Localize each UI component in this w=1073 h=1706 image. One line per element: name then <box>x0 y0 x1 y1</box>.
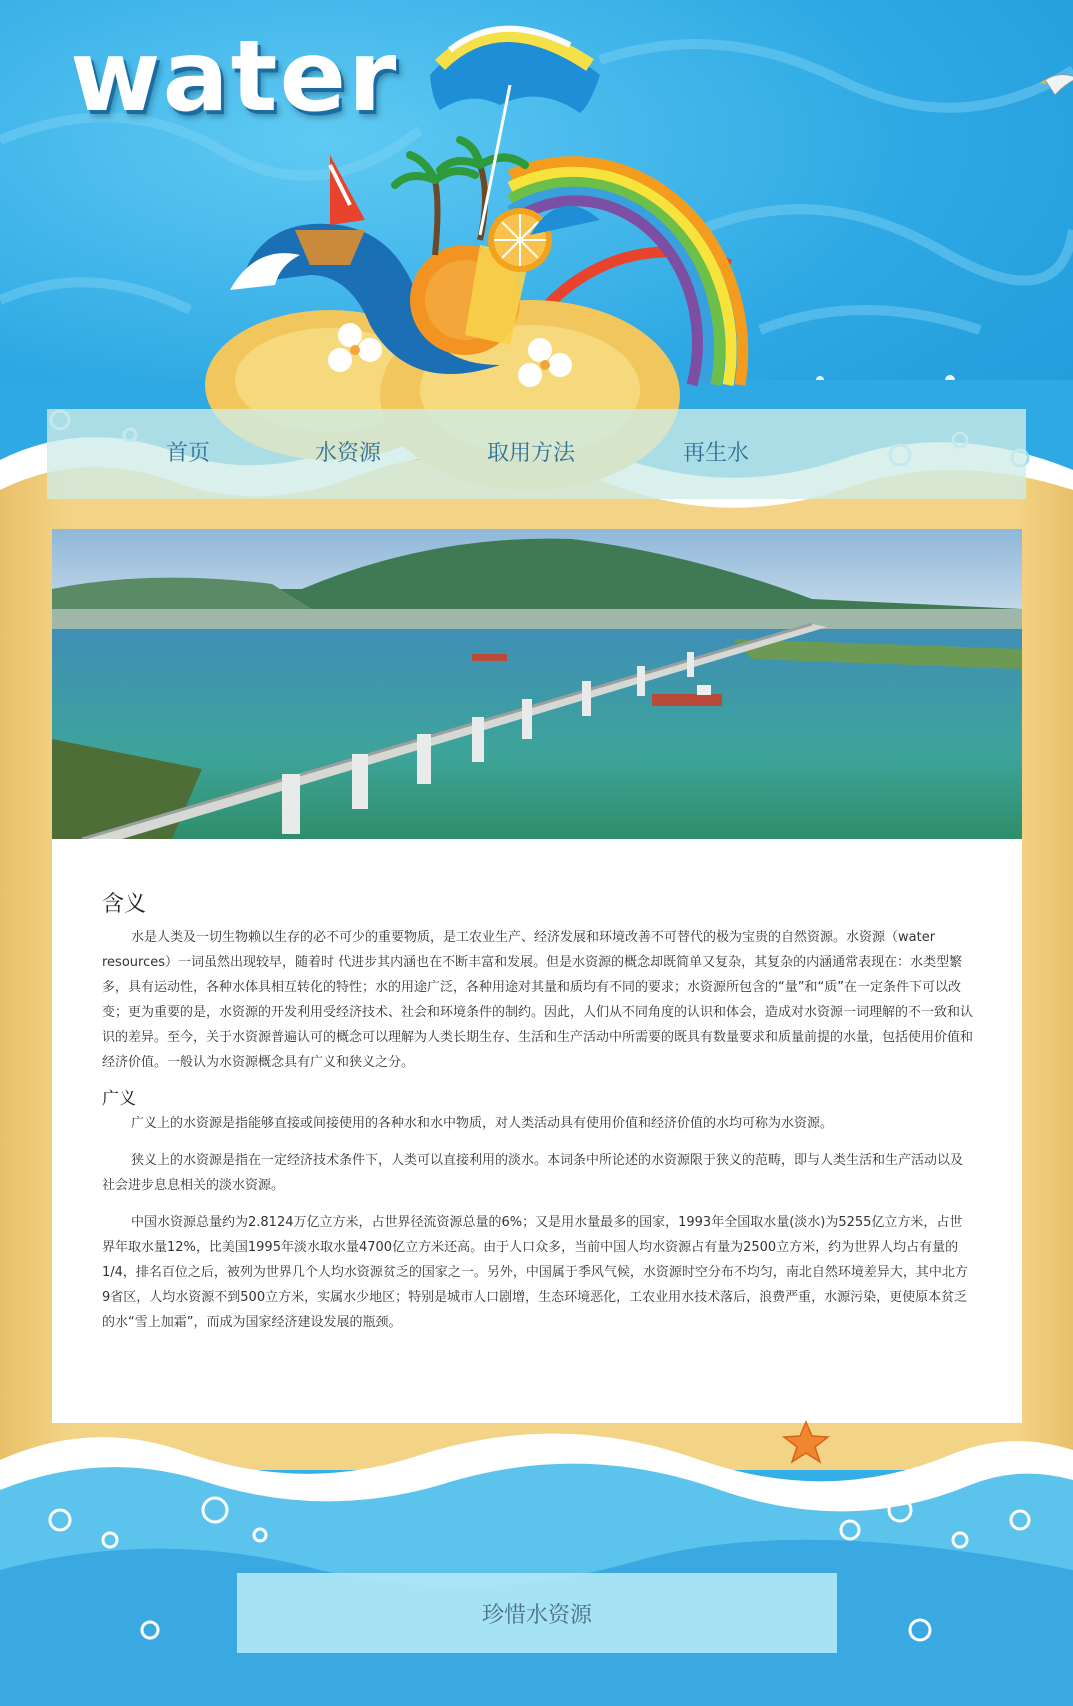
seagull-icon <box>1040 50 1073 110</box>
narrow-definition-paragraph: 狭义上的水资源是指在一定经济技术条件下，人类可以直接利用的淡水。本词条中所论述的水资源限于狭义的范畴，即与人类生活和生产活动以及社会进步息息相关的淡水资源。 <box>102 1153 964 1193</box>
nav-item-water-resources[interactable]: 水资源 <box>315 441 382 466</box>
article <box>102 891 974 1335</box>
starfish-icon <box>782 1420 830 1464</box>
article-title: 含义 <box>102 892 147 917</box>
nav-item-usage-methods[interactable]: 取用方法 <box>487 441 576 466</box>
hero-bridge-photo <box>52 529 1022 839</box>
china-water-paragraph: 中国水资源总量约为2.8124万亿立方米，占世界径流资源总量的6%；又是用水量最多的国家，1993年全国取水量(淡水)为5255亿立方米，占世界年取水量12%，比美国1995年淡水取水量4700亿立方米还高。由于人口众多，当前中国人均水资源占有量为2500立方米，约为世界人均占有量的1/4，排名百位之后，被列为世界几个人均水资源贫乏的国家之一。另外，中国属于季风气候，水资源时空分布不均匀，南北自然环境差异大，其中北方9省区，人均水资源不到500立方米，实属水少地区；特别是城市人口剧增，生态环境恶化，工农业用水技术落后，浪费严重，水源污染，更使原本贫乏的水“雪上加霜”，而成为国家经济建设发展的瓶颈。 <box>102 1215 968 1330</box>
nav-item-home[interactable]: 首页 <box>166 441 211 466</box>
sand-right-edge <box>1013 455 1073 1465</box>
main-nav <box>47 409 1026 499</box>
footer-banner <box>237 1573 837 1653</box>
sailboat-illustration <box>295 155 365 265</box>
article-subtitle: 广义 <box>102 1089 136 1109</box>
broad-definition-paragraph: 广义上的水资源是指能够直接或间接使用的各种水和水中物质，对人类活动具有使用价值和经济价值的水均可称为水资源。 <box>131 1116 834 1131</box>
content-panel <box>52 529 1022 1423</box>
footer-text: 珍惜水资源 <box>481 1602 592 1628</box>
site-logo[interactable]: water <box>70 20 399 134</box>
intro-paragraph: 水是人类及一切生物赖以生存的必不可少的重要物质，是工农业生产、经济发展和环境改善不可替代的极为宝贵的自然资源。水资源（water resources）一词虽然出现较早，随着时 代进步其内涵也在不断丰富和发展。但是水资源的概念却既简单又复杂，其复杂的内涵通常表现在：水类型繁多，具有运动性，各种水体具相互转化的特性；水的用途广泛，各种用途对其量和质均有不同的要求；水资源所包含的“量”和“质”在一定条件下可以改变；更为重要的是，水资源的开发利用受经济技术、社会和环境条件的制约。因此，人们从不同角度的认识和体会，造成对水资源一词理解的不一致和认识的差异。至今，关于水资源普遍认可的概念可以理解为人类长期生存、生活和生产活动中所需要的既具有数量要求和质量前提的水量，包括使用价值和经济价值。一般认为水资源概念具有广义和狭义之分。 <box>102 930 974 1070</box>
nav-item-recycled-water[interactable]: 再生水 <box>683 441 750 466</box>
bottom-sea <box>0 1400 1073 1706</box>
